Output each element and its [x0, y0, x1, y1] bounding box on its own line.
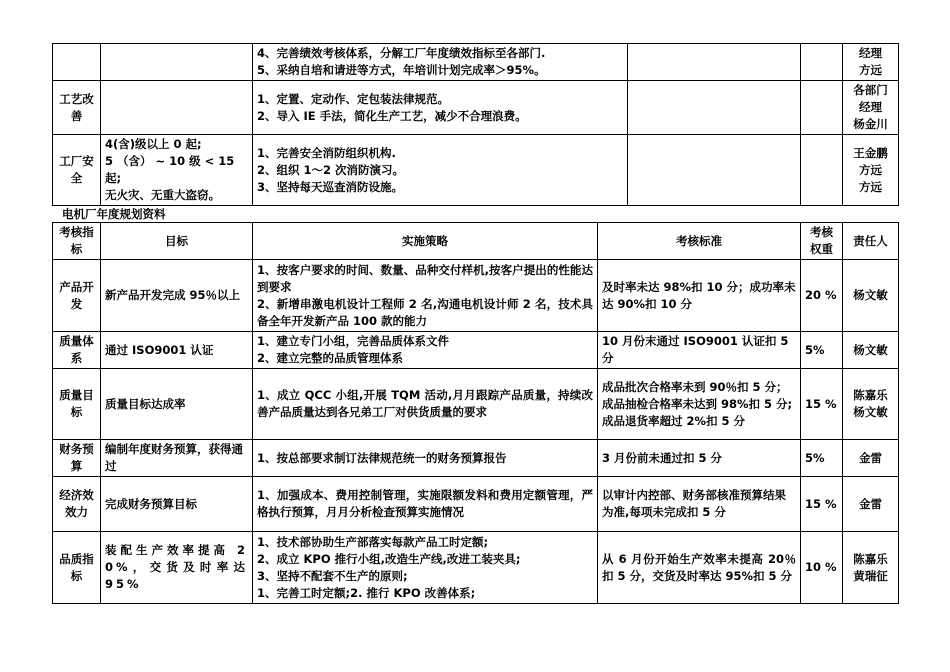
- target-cell: 质量目标达成率: [101, 369, 253, 440]
- weight-cell: [801, 135, 843, 206]
- target-cell: 装配生产效率提高 20%，交货及时率达 95%: [101, 532, 253, 604]
- owner-line: 杨金川: [853, 117, 888, 131]
- table-row: [53, 81, 899, 135]
- owner-line: 王金鹏: [853, 145, 888, 160]
- owner-cell: [843, 44, 899, 81]
- table-row: [53, 44, 899, 81]
- standard-cell: [628, 44, 801, 81]
- strategy-line: 1、按总部要求制订法律规范统一的财务预算报告: [257, 450, 507, 465]
- table-row: [53, 532, 899, 604]
- table-caption: 电机厂年度规划资料: [62, 207, 166, 221]
- weight-cell: 5%: [801, 440, 843, 477]
- table-row: [53, 477, 899, 532]
- item-cell: 工艺改善: [53, 81, 101, 135]
- strategy-line: 2、新增串激电机设计工程师 2 名,沟通电机设计师 2 名，技术具备全年开发新产品 100 款的能力: [257, 296, 593, 328]
- strategy-line: 3、坚持每天巡查消防设施。: [257, 179, 404, 194]
- owner-line: 经理: [859, 46, 882, 60]
- target-line: 无火灾、无重大盗窃。: [105, 188, 220, 202]
- strategy-line: 4、完善绩效考核体系，分解工厂年度绩效指标至各部门.: [257, 46, 546, 60]
- standard-line: 成品退货率超过 2%扣 5 分: [602, 413, 746, 428]
- header-item: 考核指标: [53, 223, 101, 260]
- strategy-line: 2、建立完整的品质管理体系: [257, 351, 404, 365]
- owner-cell: [843, 532, 899, 604]
- owner-line: 方远: [859, 63, 882, 77]
- table-row: [53, 440, 899, 477]
- owner-cell: 金雷: [843, 477, 899, 532]
- plan-table-continued: [52, 43, 899, 206]
- target-cell: 完成财务预算目标: [101, 477, 253, 532]
- owner-cell: 金雷: [843, 440, 899, 477]
- target-cell: [101, 44, 253, 81]
- weight-cell: [801, 44, 843, 81]
- header-owner: 责任人: [843, 223, 899, 260]
- owner-line: 方远: [859, 162, 882, 177]
- strategy-cell: [253, 44, 628, 81]
- strategy-cell: [253, 135, 628, 206]
- strategy-cell: [253, 477, 598, 532]
- strategy-line: 5、采纳自培和请进等方式，年培训计划完成率＞95%。: [257, 63, 546, 77]
- target-cell: 通过 ISO9001 认证: [101, 332, 253, 369]
- strategy-line: 3、坚持不配套不生产的原则;: [257, 568, 408, 583]
- weight-cell: 5%: [801, 332, 843, 369]
- owner-line: 各部门: [853, 83, 888, 97]
- strategy-cell: [253, 332, 598, 369]
- target-cell: 编制年度财务预算，获得通过: [101, 440, 253, 477]
- strategy-line: 2、导入 IE 手法，简化生产工艺，减少不合理浪费。: [257, 108, 527, 123]
- strategy-cell: [253, 260, 598, 332]
- strategy-line: 1、定置、定动作、定包装法律规范。: [257, 91, 449, 106]
- strategy-cell: [253, 81, 628, 135]
- owner-line: 陈嘉乐: [853, 551, 888, 566]
- weight-cell: 20 %: [801, 260, 843, 332]
- table-row: [53, 260, 899, 332]
- item-cell: 经济效效力: [53, 477, 101, 532]
- target-cell: [101, 135, 253, 206]
- strategy-line: 1、完善安全消防组织机构.: [257, 145, 396, 160]
- item-cell: 品质指标: [53, 532, 101, 604]
- standard-cell: 及时率未达 98%扣 10 分；成功率未达 90%扣 10 分: [598, 260, 801, 332]
- owner-cell: 杨文敏: [843, 332, 899, 369]
- strategy-cell: [253, 440, 598, 477]
- table-row: [53, 135, 899, 206]
- weight-cell: 10 %: [801, 532, 843, 604]
- strategy-line: 1、成立 QCC 小组,开展 TQM 活动,月月跟踪产品质量，持续改善产品质量达到各兄弟工厂对供货质量的要求: [257, 388, 593, 419]
- standard-cell: 3 月份前未通过扣 5 分: [598, 440, 801, 477]
- header-strategy: 实施策略: [253, 223, 598, 260]
- strategy-line: 2、组织 1～2 次消防演习。: [257, 162, 405, 177]
- strategy-line: 1、技术部协助生产部落实每款产品工时定额;: [257, 534, 489, 549]
- item-cell: 财务预算: [53, 440, 101, 477]
- item-cell: 质量体系: [53, 332, 101, 369]
- item-cell: [53, 44, 101, 81]
- weight-cell: 15 %: [801, 369, 843, 440]
- strategy-line: 1、完善工时定额;2. 推行 KPO 改善体系;: [257, 585, 476, 600]
- header-target: 目标: [101, 223, 253, 260]
- item-cell: 工厂安全: [53, 135, 101, 206]
- owner-cell: [843, 369, 899, 440]
- standard-line: 成品批次合格率未到 90％扣 5 分；成品抽检合格率未达到 98%扣 5 分;: [602, 379, 793, 411]
- standard-cell: [598, 369, 801, 440]
- target-line: 5 （含） ~ 10 级 < 15 起;: [105, 154, 235, 185]
- plan-table: [52, 222, 899, 604]
- table-row: [53, 332, 899, 369]
- owner-line: 杨文敏: [853, 405, 888, 419]
- table-header-row: [53, 223, 899, 260]
- header-standard: 考核标准: [598, 223, 801, 260]
- owner-line: 经理: [859, 100, 882, 114]
- standard-cell: [628, 135, 801, 206]
- table-row: [53, 369, 899, 440]
- owner-cell: [843, 81, 899, 135]
- strategy-line: 1、按客户要求的时间、数量、品种交付样机,按客户提出的性能达到要求: [257, 262, 593, 294]
- standard-cell: [628, 81, 801, 135]
- weight-cell: 15 %: [801, 477, 843, 532]
- item-cell: 质量目标: [53, 369, 101, 440]
- standard-cell: 从 6 月份开始生产效率未提高 20％扣 5 分，交货及时率达 95%扣 5 分: [598, 532, 801, 604]
- owner-line: 方远: [859, 179, 882, 194]
- strategy-line: 1、建立专门小组，完善品质体系文件: [257, 334, 449, 348]
- target-cell: 新产品开发完成 95％以上: [101, 260, 253, 332]
- standard-cell: 以审计内控部、财务部核准预算结果为准,每项未完成扣 5 分: [598, 477, 801, 532]
- strategy-cell: [253, 532, 598, 604]
- target-line: 4(含)级以上 0 起;: [105, 137, 202, 151]
- strategy-line: 1、加强成本、费用控制管理，实施限额发料和费用定额管理，严格执行预算，月月分析检查预算实施情况: [257, 488, 593, 519]
- strategy-line: 2、成立 KPO 推行小组,改造生产线,改进工装夹具;: [257, 551, 521, 566]
- owner-line: 黄瑞征: [853, 568, 888, 583]
- owner-cell: [843, 135, 899, 206]
- header-weight: 考核权重: [801, 223, 843, 260]
- standard-cell: 10 月份末通过 ISO9001 认证扣 5 分: [598, 332, 801, 369]
- owner-line: 陈嘉乐: [853, 388, 888, 402]
- weight-cell: [801, 81, 843, 135]
- target-cell: [101, 81, 253, 135]
- owner-cell: 杨文敏: [843, 260, 899, 332]
- item-cell: 产品开发: [53, 260, 101, 332]
- strategy-cell: [253, 369, 598, 440]
